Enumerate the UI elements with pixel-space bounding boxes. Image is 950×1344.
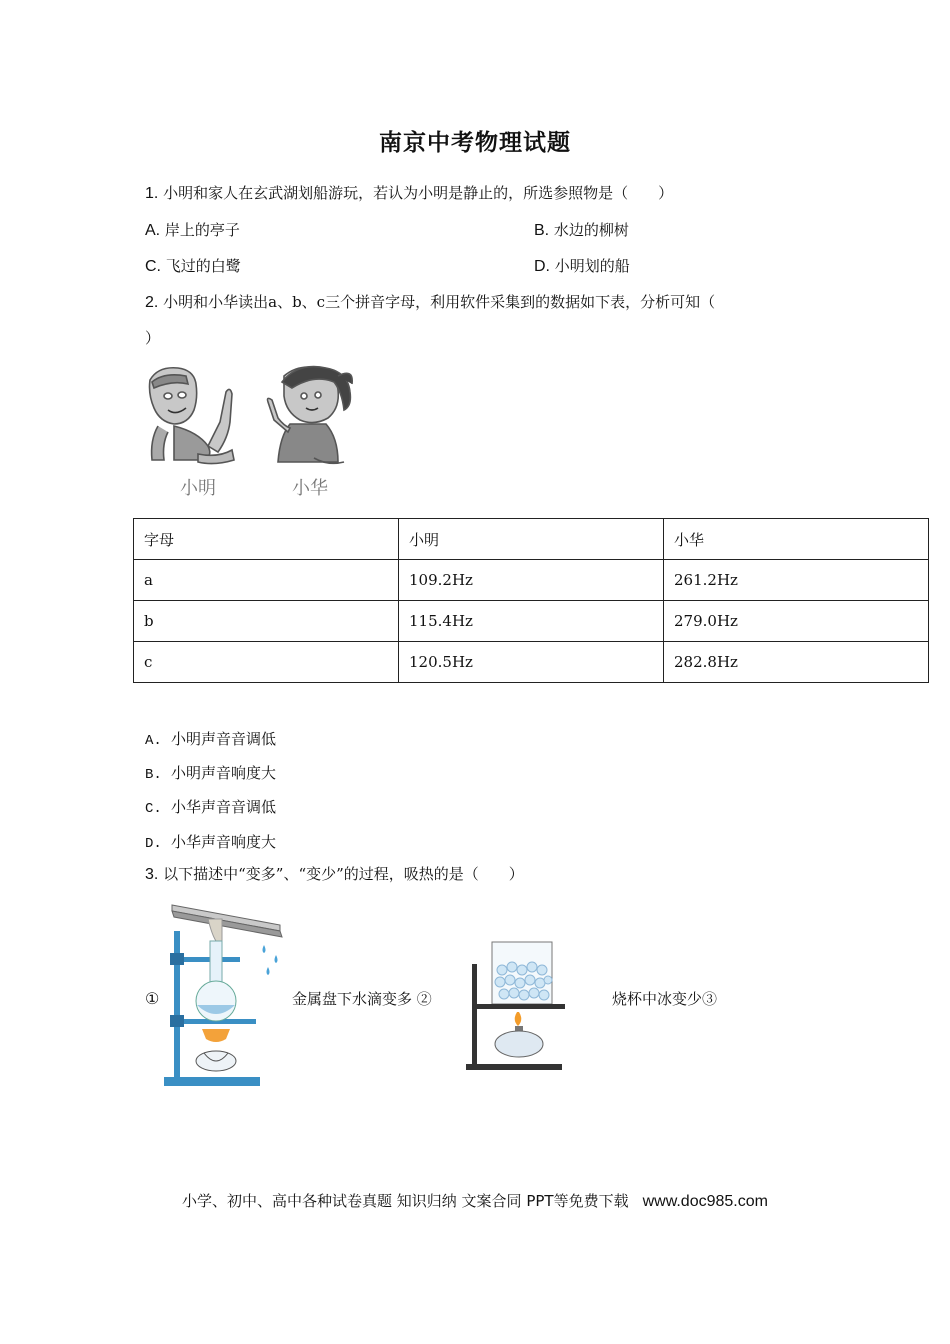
page-footer	[0, 1190, 950, 1211]
question-2	[145, 291, 715, 314]
table-cell: 261.2Hz	[664, 560, 929, 601]
option-text: 飞过的白鹭	[165, 257, 241, 275]
question-text: 以下描述中“变多”、“变少”的过程，吸热的是（ ）	[163, 865, 524, 883]
q1-option-a[interactable]	[145, 219, 240, 240]
figure-mark-1: ①	[145, 989, 160, 1008]
table-cell: 120.5Hz	[399, 642, 664, 683]
q2-option-d[interactable]	[145, 831, 276, 852]
footer-url[interactable]: www.doc985.com	[642, 1193, 768, 1210]
option-letter: C.	[145, 258, 161, 275]
table-cell: c	[134, 642, 399, 683]
option-text: 水边的柳树	[553, 221, 629, 239]
question-number: 2.	[145, 294, 159, 311]
question-3	[145, 863, 524, 886]
question-text: 小明和家人在玄武湖划船游玩，若认为小明是静止的，所选参照物是（ ）	[163, 184, 674, 202]
table-cell: b	[134, 601, 399, 642]
table-cell: 115.4Hz	[399, 601, 664, 642]
option-letter: B.	[534, 222, 550, 239]
q2-option-a[interactable]	[145, 728, 276, 749]
question-text: 小明和小华读出a、b、c三个拼音字母，利用软件采集到的数据如下表，分析可知（	[163, 293, 716, 311]
option-letter: D.	[145, 836, 162, 852]
question-number: 1.	[145, 185, 159, 202]
option-text: 小华声音音调低	[171, 798, 277, 816]
q1-option-c[interactable]	[145, 255, 241, 276]
option-letter: C.	[145, 801, 162, 817]
option-text: 小华声音响度大	[171, 833, 277, 851]
speakers-illustration	[138, 362, 358, 502]
option-text: 小明声音音调低	[171, 730, 277, 748]
table-header: 字母	[134, 519, 399, 560]
table-row	[134, 560, 929, 601]
option-letter: B.	[145, 767, 162, 783]
footer-text: 小学、初中、高中各种试卷真题 知识归纳 文案合同 PPT等免费下载	[182, 1192, 629, 1210]
ice-beaker-illustration	[462, 932, 572, 1074]
q2-option-c[interactable]	[145, 796, 276, 817]
table-header-row	[134, 519, 929, 560]
question-1	[145, 182, 673, 205]
caption-1: 金属盘下水滴变多 ②	[292, 990, 432, 1008]
option-text: 岸上的亭子	[164, 221, 240, 239]
table-cell: 279.0Hz	[664, 601, 929, 642]
table-header: 小明	[399, 519, 664, 560]
option-text: 小明声音响度大	[171, 764, 277, 782]
xiaohua-label: 小华	[292, 478, 328, 499]
table-header: 小华	[664, 519, 929, 560]
table-cell: 109.2Hz	[399, 560, 664, 601]
xiaohua-figure	[268, 367, 353, 464]
question-number: 3.	[145, 866, 159, 883]
xiaoming-figure	[150, 368, 235, 464]
xiaoming-label: 小明	[180, 478, 216, 499]
page-title: 南京中考物理试题	[379, 129, 571, 156]
option-letter: D.	[534, 258, 550, 275]
q2-option-b[interactable]	[145, 762, 276, 783]
option-text: 小明划的船	[554, 257, 630, 275]
table-cell: a	[134, 560, 399, 601]
q1-option-d[interactable]	[534, 255, 630, 276]
question-2-line2: ）	[145, 329, 161, 347]
caption-2: 烧杯中冰变少③	[612, 990, 718, 1008]
distillation-apparatus-illustration	[160, 895, 290, 1090]
table-row	[134, 601, 929, 642]
table-cell: 282.8Hz	[664, 642, 929, 683]
table-row	[134, 642, 929, 683]
q1-option-b[interactable]	[534, 219, 629, 240]
option-letter: A.	[145, 733, 162, 749]
option-letter: A.	[145, 222, 161, 239]
frequency-table	[133, 518, 929, 683]
